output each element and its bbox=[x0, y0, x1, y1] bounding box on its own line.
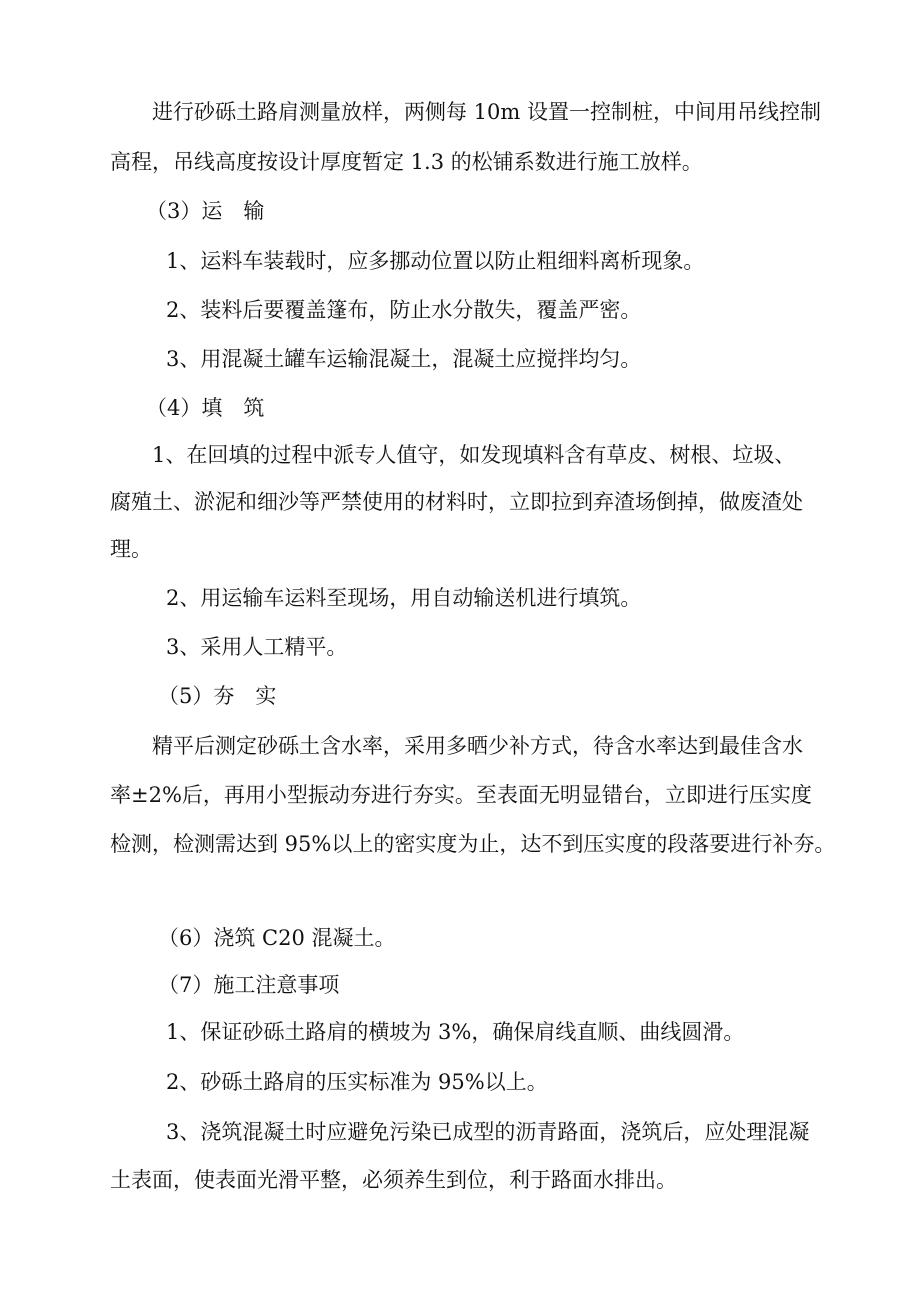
section-heading-concrete: （6）浇筑 C20 混凝土。 bbox=[158, 926, 396, 950]
list-item-fill-2: 2、用运输车运料至现场，用自动输送机进行填筑。 bbox=[166, 586, 642, 610]
list-item-precaution-1: 1、保证砂砾土路肩的横坡为 3%，确保肩线直顺、曲线圆滑。 bbox=[166, 1020, 745, 1044]
section-heading-transport: （3）运 输 bbox=[146, 199, 265, 223]
list-item-transport-3: 3、用混凝土罐车运输混凝土，混凝土应搅拌均匀。 bbox=[166, 347, 642, 371]
section-heading-fill: （4）填 筑 bbox=[146, 396, 265, 420]
list-item-transport-1: 1、运料车装载时，应多挪动位置以防止粗细料离析现象。 bbox=[166, 249, 705, 273]
paragraph-compaction-line-1: 精平后测定砂砾土含水率，采用多晒少补方式，待含水率达到最佳含水 bbox=[152, 734, 803, 758]
list-item-fill-1-line-2: 腐殖土、淤泥和细沙等严禁使用的材料时，立即拉到弃渣场倒掉，做废渣处 bbox=[110, 490, 803, 514]
list-item-precaution-3-line-2: 土表面，使表面光滑平整，必须养生到位，利于路面水排出。 bbox=[110, 1168, 677, 1192]
list-item-fill-1-line-1: 1、在回填的过程中派专人值守，如发现填料含有草皮、树根、垃圾、 bbox=[152, 443, 796, 467]
paragraph-compaction-line-3: 检测，检测需达到 95%以上的密实度为止，达不到压实度的段落要进行补夯。 bbox=[110, 832, 836, 856]
paragraph-compaction-line-2: 率±2%后，再用小型振动夯进行夯实。至表面无明显错台，立即进行压实度 bbox=[110, 783, 812, 807]
list-item-precaution-2: 2、砂砾土路肩的压实标准为 95%以上。 bbox=[166, 1070, 548, 1094]
section-heading-precautions: （7）施工注意事项 bbox=[158, 973, 340, 997]
list-item-precaution-3-line-1: 3、浇筑混凝土时应避免污染已成型的沥青路面，浇筑后，应处理混凝 bbox=[166, 1120, 810, 1144]
list-item-transport-2: 2、装料后要覆盖篷布，防止水分散失，覆盖严密。 bbox=[166, 298, 642, 322]
paragraph-layout-line-1: 进行砂砾土路肩测量放样，两侧每 10m 设置一控制桩，中间用吊线控制 bbox=[152, 100, 821, 124]
list-item-fill-3: 3、采用人工精平。 bbox=[166, 635, 348, 659]
section-heading-compaction: （5）夯 实 bbox=[158, 684, 277, 708]
paragraph-layout-line-2: 高程，吊线高度按设计厚度暂定 1.3 的松铺系数进行施工放样。 bbox=[110, 150, 703, 174]
list-item-fill-1-line-3: 理。 bbox=[110, 537, 152, 561]
